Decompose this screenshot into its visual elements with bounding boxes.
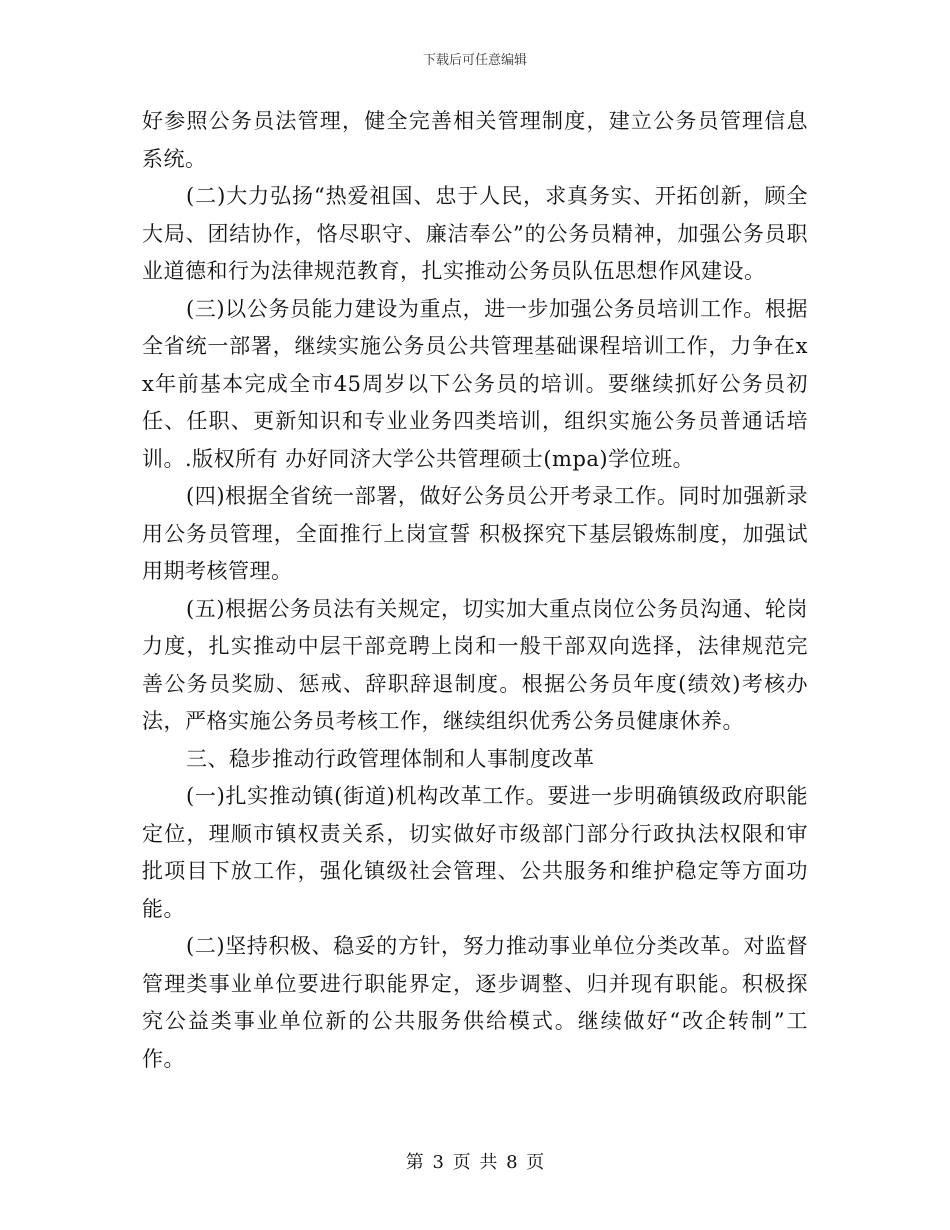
page-number-footer: 第 3 页 共 8 页: [405, 1152, 545, 1173]
section-heading-3: 三、稳步推动行政管理体制和人事制度改革: [186, 746, 595, 771]
page-header-note: 下载后可任意编辑: [422, 53, 527, 68]
paragraph-6: (一)扎实推动镇(街道)机构改革工作。要进一步明确镇级政府职能定位，理顺市镇权责关系，切实做好市级部门部分行政执法权限和审批项目下放工作，强化镇级社会管理、公共服务和维护稳定等方面功能。: [142, 784, 808, 921]
paragraph-3: (三)以公务员能力建设为重点，进一步加强公务员培训工作。根据全省统一部署，继续实施公务员公共管理基础课程培训工作，力争在xx年前基本完成全市45周岁以下公务员的培训。要继续抓好公务员初任、任职、更新知识和专业业务四类培训，组织实施公务员普通话培训。.版权所有 办好同济大学公共管理硕士(mpa)学位班。: [142, 296, 808, 471]
paragraph-1: 好参照公务员法管理，健全完善相关管理制度，建立公务员管理信息系统。: [142, 109, 808, 171]
paragraph-5: (五)根据公务员法有关规定，切实加大重点岗位公务员沟通、轮岗力度，扎实推动中层干部竞聘上岗和一般干部双向选择，法律规范完善公务员奖励、惩戒、辞职辞退制度。根据公务员年度(绩效)考核办法，严格实施公务员考核工作，继续组织优秀公务员健康休养。: [142, 596, 808, 733]
document-body: [142, 103, 808, 1078]
paragraph-7: (二)坚持积极、稳妥的方针，努力推动事业单位分类改革。对监督管理类事业单位要进行职能界定，逐步调整、归并现有职能。积极探究公益类事业单位新的公共服务供给模式。继续做好“改企转制”工作。: [142, 934, 808, 1071]
paragraph-4: (四)根据全省统一部署，做好公务员公开考录工作。同时加强新录用公务员管理，全面推行上岗宣誓 积极探究下基层锻炼制度，加强试用期考核管理。: [142, 484, 808, 583]
paragraph-2: (二)大力弘扬“热爱祖国、忠于人民，求真务实、开拓创新，顾全大局、团结协作，恪尽职守、廉洁奉公”的公务员精神，加强公务员职业道德和行为法律规范教育，扎实推动公务员队伍思想作风建设。: [142, 184, 808, 283]
